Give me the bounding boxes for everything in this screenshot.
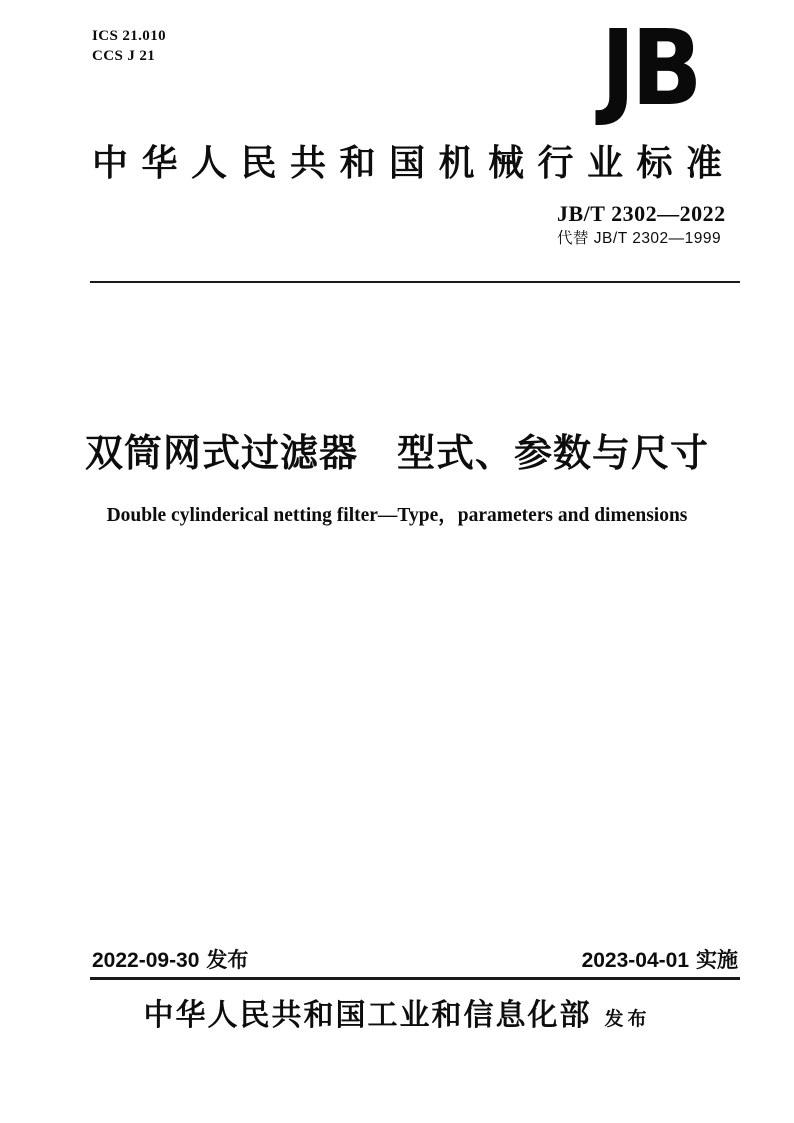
publisher-action-label: 发布 bbox=[604, 1009, 651, 1030]
publisher-row bbox=[0, 999, 794, 1033]
header-rule bbox=[90, 281, 740, 283]
standard-number-block bbox=[557, 201, 726, 248]
implement-date bbox=[582, 949, 738, 973]
publisher-name: 中华人民共和国工业和信息化部 bbox=[143, 999, 592, 1032]
ccs-code: CCS J 21 bbox=[92, 48, 156, 64]
dates-row bbox=[92, 949, 738, 973]
footer-rule bbox=[90, 977, 740, 980]
implement-date-label: 实施 bbox=[696, 949, 738, 972]
document-title-en: Double cylinderical netting filter—Type，parameters and dimensions bbox=[106, 505, 688, 526]
issue-date bbox=[92, 949, 248, 973]
implement-date-value: 2023-04-01 bbox=[581, 949, 689, 972]
standard-number: JB/T 2302—2022 bbox=[557, 201, 726, 226]
header-title: 中华人民共和国机械行业标准 bbox=[92, 142, 736, 183]
issue-date-value: 2022-09-30 bbox=[92, 949, 200, 972]
classification-codes bbox=[92, 26, 166, 66]
jb-logo: JB bbox=[600, 7, 698, 129]
issue-date-label: 发布 bbox=[206, 949, 249, 972]
supersedes-note: 代替 JB/T 2302—1999 bbox=[557, 230, 722, 247]
ics-code: ICS 21.010 bbox=[92, 28, 167, 44]
document-title-cn: 双筒网式过滤器 型式、参数与尺寸 bbox=[84, 433, 709, 475]
